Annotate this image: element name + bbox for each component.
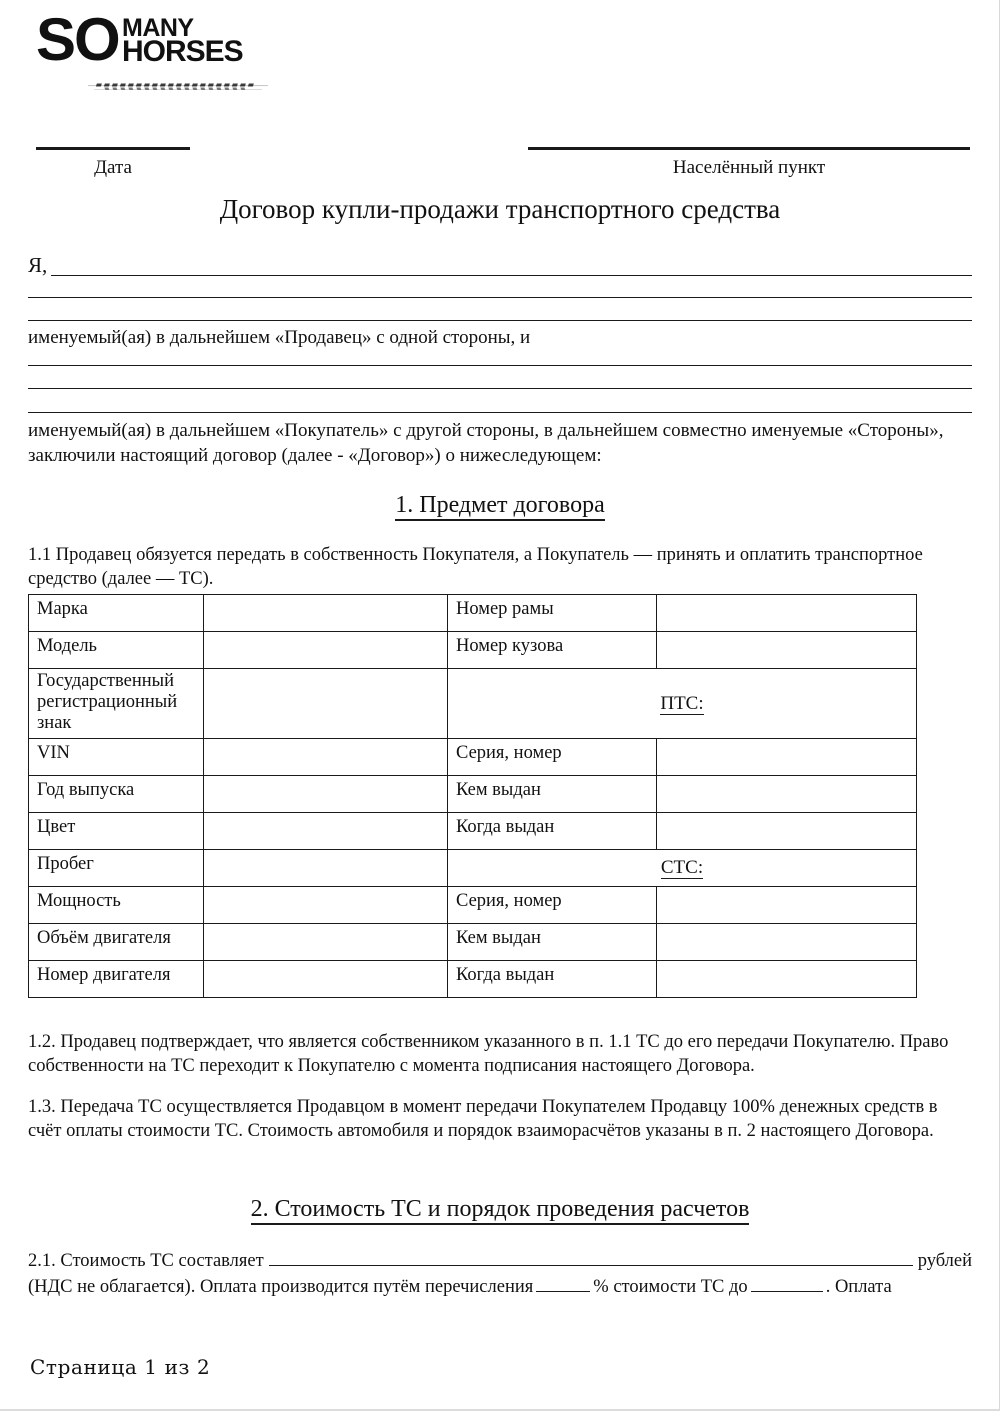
payment-trailing-label: . Оплата xyxy=(825,1277,892,1297)
cell-value-obem-dvigatelya[interactable] xyxy=(204,924,448,961)
buyer-name-fill-2[interactable] xyxy=(28,388,972,389)
document-title: Договор купли-продажи транспортного средства xyxy=(219,194,781,224)
logo-word-many: MANY xyxy=(122,14,194,42)
logo-word-stack xyxy=(122,14,243,68)
seller-name-fill-3[interactable] xyxy=(28,320,972,321)
place-field-rule[interactable] xyxy=(528,147,970,150)
table-row xyxy=(29,813,917,850)
payment-due-date-field[interactable] xyxy=(751,1277,823,1292)
cell-value-nomer-kuzova[interactable] xyxy=(657,632,917,669)
cell-label-nomer-ramy: Номер рамы xyxy=(448,595,657,632)
sts-heading-text: СТС: xyxy=(660,857,704,878)
cell-label-pts-kogda-vydan: Когда выдан xyxy=(448,813,657,850)
price-label: 2.1. Стоимость ТС составляет xyxy=(28,1251,264,1271)
cell-label-sts-kogda-vydan: Когда выдан xyxy=(448,961,657,998)
page-number: Страница 1 из 2 xyxy=(30,1355,211,1379)
brand-logo xyxy=(36,6,268,98)
clause-2-1-line-2 xyxy=(28,1274,972,1300)
table-row xyxy=(29,632,917,669)
cell-value-model[interactable] xyxy=(204,632,448,669)
logo-word-so: SO xyxy=(36,6,119,73)
cell-label-moshnost: Мощность xyxy=(29,887,204,924)
cell-label-obem-dvigatelya: Объём двигателя xyxy=(29,924,204,961)
buyer-name-fill-3[interactable] xyxy=(28,412,972,413)
cell-value-probeg[interactable] xyxy=(204,850,448,887)
table-row xyxy=(29,924,917,961)
percent-of-cost-label: % стоимости ТС до xyxy=(593,1277,748,1297)
ya-label: Я, xyxy=(28,253,48,277)
cell-value-sts-kem-vydan[interactable] xyxy=(657,924,917,961)
cell-label-nomer-kuzova: Номер кузова xyxy=(448,632,657,669)
cell-label-probeg: Пробег xyxy=(29,850,204,887)
logo-word-horses: HORSES xyxy=(122,35,243,68)
clause-2-1 xyxy=(28,1248,972,1300)
buyer-name-fill-1[interactable] xyxy=(28,365,972,366)
seller-designation-text: именуемый(ая) в дальнейшем «Продавец» с одной стороны, и xyxy=(28,327,531,348)
cell-value-nomer-ramy[interactable] xyxy=(657,595,917,632)
price-amount-field[interactable] xyxy=(269,1251,913,1266)
cell-value-moshnost[interactable] xyxy=(204,887,448,924)
cell-label-nomer-dvigatelya: Номер двигателя xyxy=(29,961,204,998)
seller-name-fill-2[interactable] xyxy=(28,297,972,298)
cell-label-model: Модель xyxy=(29,632,204,669)
vat-and-transfer-label: (НДС не облагается). Оплата производится путём перечисления xyxy=(28,1277,534,1297)
place-label: Населённый пункт xyxy=(672,157,826,178)
section-1-heading-text: 1. Предмет договора xyxy=(395,492,604,521)
table-row xyxy=(29,850,917,887)
cell-value-sts-seriya[interactable] xyxy=(657,887,917,924)
percent-field[interactable] xyxy=(536,1277,590,1292)
cell-value-pts-kem-vydan[interactable] xyxy=(657,776,917,813)
table-row xyxy=(29,776,917,813)
cell-sts-heading xyxy=(448,850,917,887)
cell-value-nomer-dvigatelya[interactable] xyxy=(204,961,448,998)
table-row xyxy=(29,595,917,632)
seller-name-row xyxy=(28,250,972,276)
cell-label-sts-kem-vydan: Кем выдан xyxy=(448,924,657,961)
cell-value-gos-nomer[interactable] xyxy=(204,669,448,739)
clause-1-2: 1.2. Продавец подтверждает, что является собственником указанного в п. 1.1 ТС до его передачи Покупателю. Право собственности на ТС переходит к Покупателю с момента подписания настоящего Договора. xyxy=(28,1032,949,1076)
cell-label-pts-seriya: Серия, номер xyxy=(448,739,657,776)
cell-value-cvet[interactable] xyxy=(204,813,448,850)
logo-wordmark xyxy=(36,6,268,76)
cell-value-vin[interactable] xyxy=(204,739,448,776)
currency-label: рублей xyxy=(917,1251,972,1271)
cell-label-marka: Марка xyxy=(29,595,204,632)
cell-value-pts-kogda-vydan[interactable] xyxy=(657,813,917,850)
seller-name-fill-1[interactable] xyxy=(51,257,972,276)
table-row xyxy=(29,961,917,998)
cell-label-god-vypuska: Год выпуска xyxy=(29,776,204,813)
cell-value-sts-kogda-vydan[interactable] xyxy=(657,961,917,998)
clause-2-1-line-1 xyxy=(28,1248,972,1274)
pts-heading-text: ПТС: xyxy=(660,692,704,714)
section-2-heading xyxy=(0,1196,1000,1223)
cell-label-gos-nomer: Государственный регистрационный знак xyxy=(29,669,204,739)
cell-value-pts-seriya[interactable] xyxy=(657,739,917,776)
cell-value-god-vypuska[interactable] xyxy=(204,776,448,813)
date-field-rule[interactable] xyxy=(36,147,190,150)
table-row xyxy=(29,887,917,924)
section-1-heading xyxy=(0,492,1000,519)
cell-label-cvet: Цвет xyxy=(29,813,204,850)
vehicle-spec-table xyxy=(28,594,917,998)
table-row xyxy=(29,739,917,776)
date-label: Дата xyxy=(94,157,132,178)
table-row xyxy=(29,669,917,739)
buyer-designation-text: именуемый(ая) в дальнейшем «Покупатель» с другой стороны, в дальнейшем совместно именуемые «Стороны», заключили настоящий договор (далее - «Договор») о нижеследующем: xyxy=(28,420,944,466)
cell-pts-heading xyxy=(448,669,917,739)
cell-label-vin: VIN xyxy=(29,739,204,776)
tire-track-icon xyxy=(84,80,272,94)
cell-value-marka[interactable] xyxy=(204,595,448,632)
clause-1-1: 1.1 Продавец обязуется передать в собственность Покупателя, а Покупатель — принять и оплатить транспортное средство (далее — ТС). xyxy=(28,545,923,589)
cell-label-pts-kem-vydan: Кем выдан xyxy=(448,776,657,813)
clause-1-3: 1.3. Передача ТС осуществляется Продавцом в момент передачи Покупателем Продавцу 100% денежных средств в счёт оплаты стоимости ТС. Стоимость автомобиля и порядок взаиморасчётов указаны в п. 2 настоящего Договора. xyxy=(28,1097,938,1141)
section-2-heading-text: 2. Стоимость ТС и порядок проведения расчетов xyxy=(251,1196,750,1225)
cell-label-sts-seriya: Серия, номер xyxy=(448,887,657,924)
